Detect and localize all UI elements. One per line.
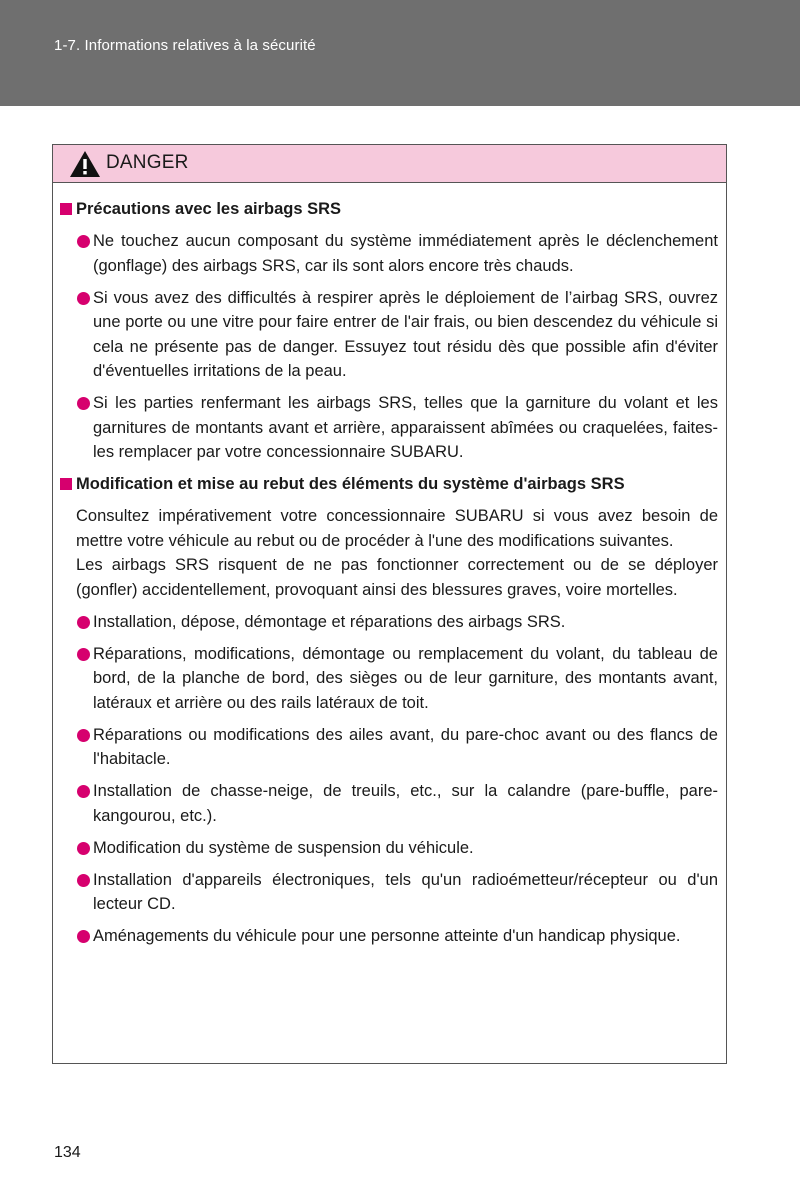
danger-warning-box <box>52 144 727 1064</box>
list-item-text: Si les parties renfermant les airbags SRS, telles que la garniture du volant et les garnitures de montants avant et arrière, apparaissent abîmées ou craquelées, faites-les remplacer par votre concessionnaire SUBARU. <box>93 394 718 461</box>
list-item <box>60 723 718 772</box>
warning-header <box>53 145 726 183</box>
list-item <box>60 286 718 384</box>
header-band <box>0 0 800 106</box>
bullet-dot-icon <box>77 292 90 305</box>
subheading-modification-disposal <box>60 472 718 496</box>
paragraph: Consultez impérativement votre concessionnaire SUBARU si vous avez besoin de mettre votre véhicule au rebut ou de procéder à l'une des modifications suivantes. <box>76 507 718 550</box>
bullet-dot-icon <box>77 874 90 887</box>
list-item-text: Aménagements du véhicule pour une personne atteinte d'un handicap physique. <box>93 927 681 945</box>
list-item-text: Ne touchez aucun composant du système immédiatement après le déclenchement (gonflage) des airbags SRS, car ils sont alors encore très chauds. <box>93 232 718 275</box>
list-item-text: Installation, dépose, démontage et réparations des airbags SRS. <box>93 612 566 631</box>
list-item <box>60 391 718 465</box>
warning-title: DANGER <box>106 152 189 173</box>
bullet-dot-icon <box>77 930 90 943</box>
list-item-text: Réparations, modifications, démontage ou remplacement du volant, du tableau de bord, de la planche de bord, des sièges ou de leur garniture, des montants avant, latéraux et arrière ou des rails latéraux de toit. <box>93 644 718 712</box>
section-title: 1-7. Informations relatives à la sécurité <box>54 37 316 54</box>
list-item-text: Modification du système de suspension du véhicule. <box>93 838 474 857</box>
list-item <box>60 610 718 635</box>
square-bullet-icon <box>60 203 72 215</box>
list-item-text: Installation d'appareils électroniques, tels qu'un radioémetteur/récepteur ou d'un lecteur CD. <box>93 870 718 913</box>
list-item <box>60 642 718 716</box>
bullet-dot-icon <box>77 616 90 629</box>
bullet-dot-icon <box>77 785 90 798</box>
list-item <box>60 779 718 828</box>
warning-content <box>53 183 726 956</box>
list-item <box>60 836 718 861</box>
page-number: 134 <box>54 1144 81 1161</box>
list-item-text: Si vous avez des difficultés à respirer après le déploiement de l’airbag SRS, ouvrez une porte ou une vitre pour faire entrer de l'air frais, ou bien descendez du véhicule si cela ne présente pas de danger. Essuyez tout résidu dès que possible afin d'éviter d'éventuelles irritations de la peau. <box>93 288 718 380</box>
list-item <box>60 924 718 949</box>
list-item-text: Installation de chasse-neige, de treuils, etc., sur la calandre (pare-buffle, pare-kangourou, etc.). <box>93 782 718 825</box>
subheading-text: Précautions avec les airbags SRS <box>76 200 342 218</box>
bullet-dot-icon <box>77 397 90 410</box>
subheading-text: Modification et mise au rebut des éléments du système d'airbags SRS <box>76 475 625 493</box>
list-item <box>60 229 718 278</box>
square-bullet-icon <box>60 478 72 490</box>
bullet-dot-icon <box>77 842 90 855</box>
warning-triangle-icon <box>69 150 101 178</box>
bullet-dot-icon <box>77 729 90 742</box>
list-item-text: Réparations ou modifications des ailes avant, du pare-choc avant ou des flancs de l'habitacle. <box>93 725 718 768</box>
bullet-dot-icon <box>77 648 90 661</box>
list-item <box>60 868 718 917</box>
paragraph: Les airbags SRS risquent de ne pas fonctionner correctement ou de se déployer (gonfler) accidentellement, provoquant ainsi des blessures graves, voire mortelles. <box>76 556 718 599</box>
subheading-airbag-precautions <box>60 197 718 221</box>
bullet-dot-icon <box>77 235 90 248</box>
